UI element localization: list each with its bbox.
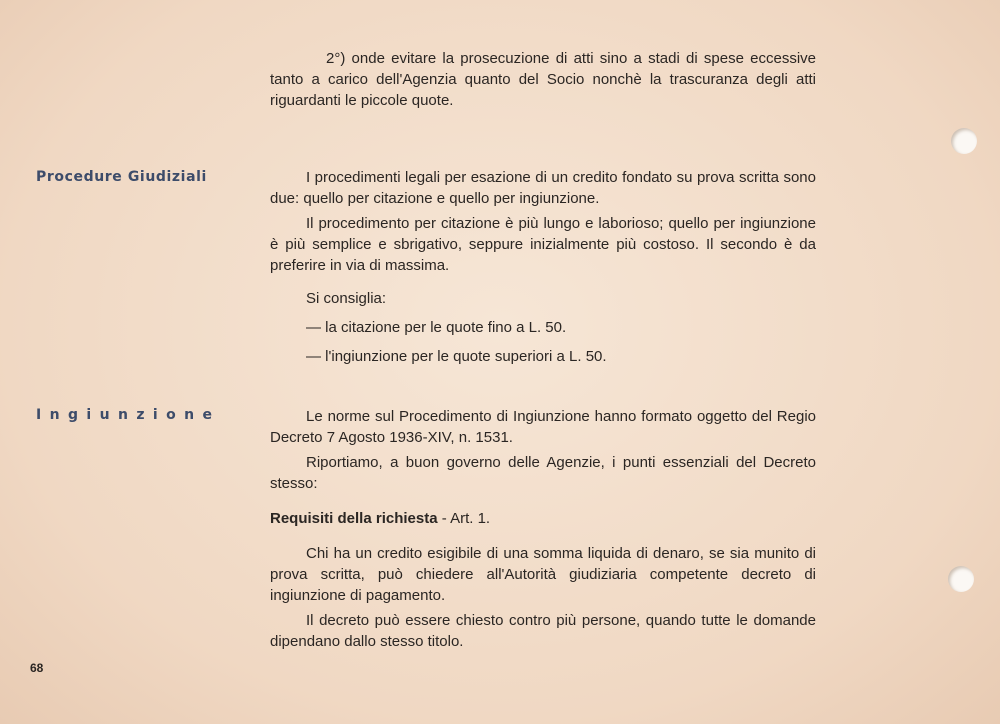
ingiunzione-paragraph-2: Riportiamo, a buon governo delle Agenzie, i punti essenziali del Decreto stesso: [270, 454, 816, 492]
side-heading-ingiunzione: Ingiunzione [36, 407, 221, 423]
requisiti-article: - Art. 1. [437, 510, 491, 527]
advice-label: Si consiglia: [306, 290, 387, 307]
ingiunzione-paragraph-1: Le norme sul Procedimento di Ingiunzione hanno formato oggetto del Regio Decreto 7 Agosto 1936-XIV, n. 1531. [270, 408, 816, 446]
binder-hole-bottom [948, 566, 974, 592]
ingiunzione-section [270, 406, 816, 652]
advice-item-1: — la citazione per le quote fino a L. 50. [306, 319, 567, 336]
intro-section [270, 48, 816, 111]
ingiunzione-paragraph-4: Il decreto può essere chiesto contro più persone, quando tutte le domande dipendano dallo stesso titolo. [270, 612, 816, 650]
procedure-section [270, 167, 816, 367]
requisiti-title: Requisiti della richiesta [270, 510, 438, 527]
procedure-paragraph-1: I procedimenti legali per esazione di un credito fondato su prova scritta sono due: quello per citazione e quello per ingiunzione. [270, 169, 816, 207]
page-number: 68 [30, 661, 44, 675]
procedure-paragraph-2: Il procedimento per citazione è più lungo e laborioso; quello per ingiunzione è più semplice e sbrigativo, seppure inizialmente più costoso. Il secondo è da preferire in via di massima. [270, 215, 816, 274]
requisiti-heading [270, 508, 816, 529]
advice-item-2: — l'ingiunzione per le quote superiori a L. 50. [306, 348, 607, 365]
binder-hole-top [951, 128, 977, 154]
ingiunzione-paragraph-3: Chi ha un credito esigibile di una somma liquida di denaro, se sia munito di prova scritta, può chiedere all'Autorità giudiziaria competente decreto di ingiunzione di pagamento. [270, 545, 816, 604]
intro-paragraph: 2°) onde evitare la prosecuzione di atti sino a stadi di spese eccessive tanto a carico dell'Agenzia quanto del Socio nonchè la trascuranza degli atti riguardanti le piccole quote. [270, 50, 816, 109]
side-heading-procedure: Procedure Giudiziali [36, 169, 207, 185]
